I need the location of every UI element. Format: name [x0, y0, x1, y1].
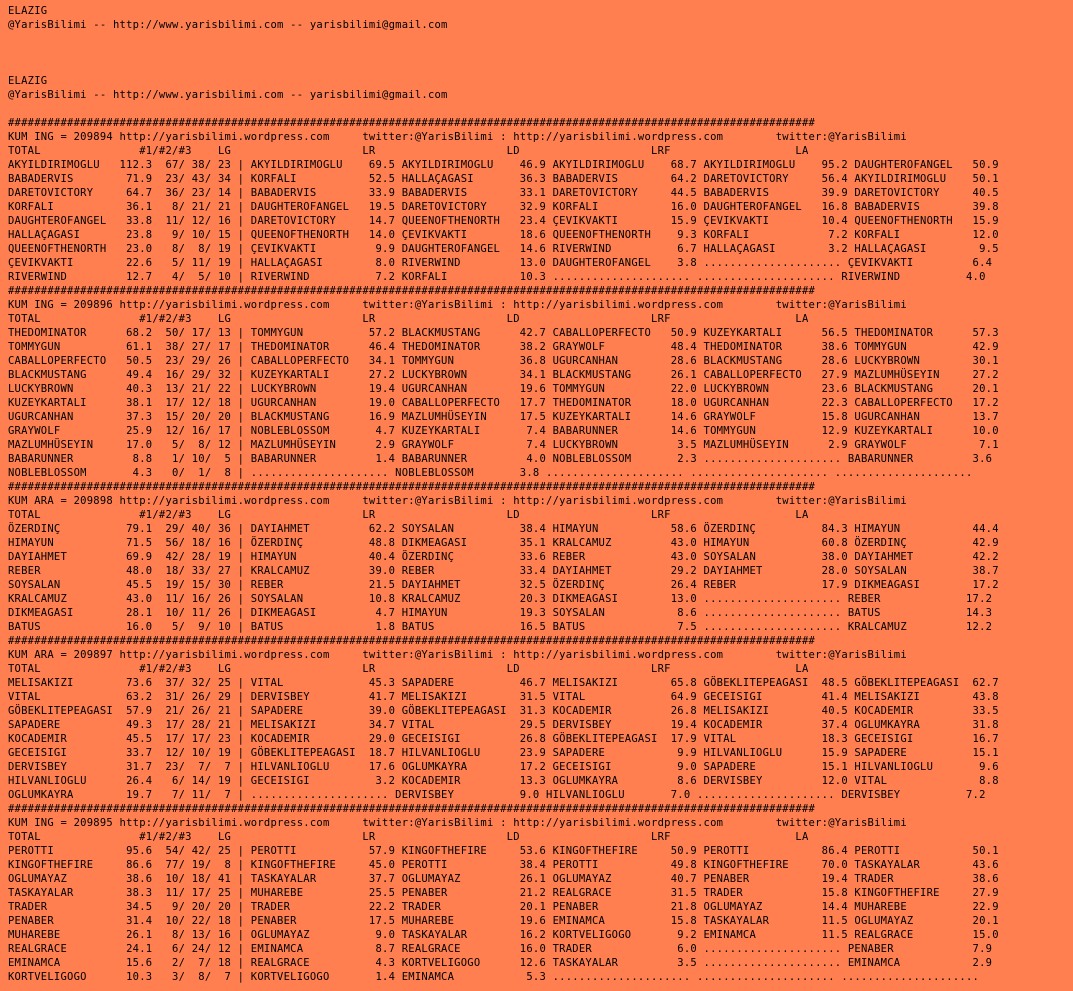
report-line: TOTAL #1/#2/#3 LG LR LD LRF LA — [8, 831, 809, 843]
report-line: MAZLUMHÜSEYIN 17.0 5/ 8/ 12 | MAZLUMHÜSEYIN 2.9 GRAYWOLF 7.4 LUCKYBROWN 3.5 MAZLUMHÜSEYIN 2.9 GRAYWOLF 7.1 — [8, 439, 999, 451]
report-line: @YarisBilimi -- http://www.yarisbilimi.com -- yarisbilimi@gmail.com — [8, 19, 448, 31]
report-line: EMINAMCA 15.6 2/ 7/ 18 | REALGRACE 4.3 KORTVELIGOGO 12.6 TASKAYALAR 3.5 ..................... EMINAMCA 2.9 — [8, 957, 993, 969]
report-line: HILVANLIOGLU 26.4 6/ 14/ 19 | GECEISIGI 3.2 KOCADEMIR 13.3 OGLUMKAYRA 8.6 DERVISBEY 12.0 VITAL 8.8 — [8, 775, 999, 787]
report-line: KINGOFTHEFIRE 86.6 77/ 19/ 8 | KINGOFTHEFIRE 45.0 PEROTTI 38.4 PEROTTI 49.8 KINGOFTHEFIRE 70.0 TASKAYALAR 43.6 — [8, 859, 999, 871]
report-line: KUM ING = 209894 http://yarisbilimi.wordpress.com twitter:@YarisBilimi : http://yarisbilimi.wordpress.com twitter:@YarisBilimi — [8, 131, 907, 143]
report-line: BATUS 16.0 5/ 9/ 10 | BATUS 1.8 BATUS 16.5 BATUS 7.5 ..................... KRALCAMUZ 12.2 — [8, 621, 993, 633]
report-line: ELAZIG — [8, 5, 48, 17]
report-line: KORTVELIGOGO 10.3 3/ 8/ 7 | KORTVELIGOGO 1.4 EMINAMCA 5.3 ..................... ..................... ..................... — [8, 971, 980, 983]
report-line: KUZEYKARTALI 38.1 17/ 12/ 18 | UGURCANHAN 19.0 CABALLOPERFECTO 17.7 THEDOMINATOR 18.0 UGURCANHAN 22.3 CABALLOPERFECTO 17.2 — [8, 397, 999, 409]
report-line: KOCADEMIR 45.5 17/ 17/ 23 | KOCADEMIR 29.0 GECEISIGI 26.8 GÖBEKLITEPEAGASI 17.9 VITAL 18.3 GECEISIGI 16.7 — [8, 733, 999, 745]
report-line: OGLUMAYAZ 38.6 10/ 18/ 41 | TASKAYALAR 37.7 OGLUMAYAZ 26.1 OGLUMAYAZ 40.7 PENABER 19.4 TRADER 38.6 — [8, 873, 999, 885]
report-line: HALLAÇAGASI 23.8 9/ 10/ 15 | QUEENOFTHENORTH 14.0 ÇEVIKVAKTI 18.6 QUEENOFTHENORTH 9.3 KORFALI 7.2 KORFALI 12.0 — [8, 229, 999, 241]
report-line: KUM ING = 209895 http://yarisbilimi.wordpress.com twitter:@YarisBilimi : http://yarisbilimi.wordpress.com twitter:@YarisBilimi — [8, 817, 907, 829]
report-line — [8, 60, 1073, 74]
report-line: LUCKYBROWN 40.3 13/ 21/ 22 | LUCKYBROWN 19.4 UGURCANHAN 19.6 TOMMYGUN 22.0 LUCKYBROWN 23.6 BLACKMUSTANG 20.1 — [8, 383, 999, 395]
report-line: THEDOMINATOR 68.2 50/ 17/ 13 | TOMMYGUN 57.2 BLACKMUSTANG 42.7 CABALLOPERFECTO 50.9 KUZEYKARTALI 56.5 THEDOMINATOR 57.3 — [8, 327, 999, 339]
report-line — [8, 32, 1073, 46]
report-line: ÇEVIKVAKTI 22.6 5/ 11/ 19 | HALLAÇAGASI 8.0 RIVERWIND 13.0 DAUGHTEROFANGEL 3.8 ..................... ÇEVIKVAKTI 6.4 — [8, 257, 993, 269]
report-line: KUM ARA = 209898 http://yarisbilimi.wordpress.com twitter:@YarisBilimi : http://yarisbilimi.wordpress.com twitter:@YarisBilimi — [8, 495, 907, 507]
report-line: ÖZERDINÇ 79.1 29/ 40/ 36 | DAYIAHMET 62.2 SOYSALAN 38.4 HIMAYUN 58.6 ÖZERDINÇ 84.3 HIMAYUN 44.4 — [8, 523, 999, 535]
report-line: ########################################################################################################################### — [8, 481, 816, 493]
report-line: TRADER 34.5 9/ 20/ 20 | TRADER 22.2 TRADER 20.1 PENABER 21.8 OGLUMAYAZ 14.4 MUHAREBE 22.9 — [8, 901, 999, 913]
report-line: TOTAL #1/#2/#3 LG LR LD LRF LA — [8, 663, 809, 675]
report-line: DAUGHTEROFANGEL 33.8 11/ 12/ 16 | DARETOVICTORY 14.7 QUEENOFTHENORTH 23.4 ÇEVIKVAKTI 15.9 ÇEVIKVAKTI 10.4 QUEENOFTHENORTH 15.9 — [8, 215, 999, 227]
report-line: ########################################################################################################################### — [8, 635, 816, 647]
report-line: REBER 48.0 18/ 33/ 27 | KRALCAMUZ 39.0 REBER 33.4 DAYIAHMET 29.2 DAYIAHMET 28.0 SOYSALAN 38.7 — [8, 565, 999, 577]
report-line: RIVERWIND 12.7 4/ 5/ 10 | RIVERWIND 7.2 KORFALI 10.3 ..................... ..................... RIVERWIND 4.0 — [8, 271, 986, 283]
report-line: DERVISBEY 31.7 23/ 7/ 7 | HILVANLIOGLU 17.6 OGLUMKAYRA 17.2 GECEISIGI 9.0 SAPADERE 15.1 HILVANLIOGLU 9.6 — [8, 761, 999, 773]
report-line: CABALLOPERFECTO 50.5 23/ 29/ 26 | CABALLOPERFECTO 34.1 TOMMYGUN 36.8 UGURCANHAN 28.6 BLACKMUSTANG 28.6 LUCKYBROWN 30.1 — [8, 355, 999, 367]
report-line: SOYSALAN 45.5 19/ 15/ 30 | REBER 21.5 DAYIAHMET 32.5 ÖZERDINÇ 26.4 REBER 17.9 DIKMEAGASI 17.2 — [8, 579, 999, 591]
report-line: MUHAREBE 26.1 8/ 13/ 16 | OGLUMAYAZ 9.0 TASKAYALAR 16.2 KORTVELIGOGO 9.2 EMINAMCA 11.5 REALGRACE 15.0 — [8, 929, 999, 941]
report-line: PEROTTI 95.6 54/ 42/ 25 | PEROTTI 57.9 KINGOFTHEFIRE 53.6 KINGOFTHEFIRE 50.9 PEROTTI 86.4 PEROTTI 50.1 — [8, 845, 999, 857]
report-line — [8, 102, 1073, 116]
report-line — [8, 46, 1073, 60]
report-line: VITAL 63.2 31/ 26/ 29 | DERVISBEY 41.7 MELISAKIZI 31.5 VITAL 64.9 GECEISIGI 41.4 MELISAKIZI 43.8 — [8, 691, 999, 703]
report-line: REALGRACE 24.1 6/ 24/ 12 | EMINAMCA 8.7 REALGRACE 16.0 TRADER 6.0 ..................... PENABER 7.9 — [8, 943, 993, 955]
report-line: SAPADERE 49.3 17/ 28/ 21 | MELISAKIZI 34.7 VITAL 29.5 DERVISBEY 19.4 KOCADEMIR 37.4 OGLUMKAYRA 31.8 — [8, 719, 999, 731]
report-line: BABARUNNER 8.8 1/ 10/ 5 | BABARUNNER 1.4 BABARUNNER 4.0 NOBLEBLOSSOM 2.3 ..................... BABARUNNER 3.6 — [8, 453, 993, 465]
report-line: QUEENOFTHENORTH 23.0 8/ 8/ 19 | ÇEVIKVAKTI 9.9 DAUGHTEROFANGEL 14.6 RIVERWIND 6.7 HALLAÇAGASI 3.2 HALLAÇAGASI 9.5 — [8, 243, 999, 255]
report-line: ########################################################################################################################### — [8, 803, 816, 815]
report-line: PENABER 31.4 10/ 22/ 18 | PENABER 17.5 MUHAREBE 19.6 EMINAMCA 15.8 TASKAYALAR 11.5 OGLUMAYAZ 20.1 — [8, 915, 999, 927]
report-line: BABADERVIS 71.9 23/ 43/ 34 | KORFALI 52.5 HALLAÇAGASI 36.3 BABADERVIS 64.2 DARETOVICTORY 56.4 AKYILDIRIMOGLU 50.1 — [8, 173, 999, 185]
report-line: KORFALI 36.1 8/ 21/ 21 | DAUGHTEROFANGEL 19.5 DARETOVICTORY 32.9 KORFALI 16.0 DAUGHTEROFANGEL 16.8 BABADERVIS 39.8 — [8, 201, 999, 213]
report-line: TOTAL #1/#2/#3 LG LR LD LRF LA — [8, 145, 809, 157]
report-line: KRALCAMUZ 43.0 11/ 16/ 26 | SOYSALAN 10.8 KRALCAMUZ 20.3 DIKMEAGASI 13.0 ..................... REBER 17.2 — [8, 593, 993, 605]
report-line: TOMMYGUN 61.1 38/ 27/ 17 | THEDOMINATOR 46.4 THEDOMINATOR 38.2 GRAYWOLF 48.4 THEDOMINATOR 38.6 TOMMYGUN 42.9 — [8, 341, 999, 353]
report-line: NOBLEBLOSSOM 4.3 0/ 1/ 8 | ..................... NOBLEBLOSSOM 3.8 ..................... ..................... ..................... — [8, 467, 973, 479]
report-line: TASKAYALAR 38.3 11/ 17/ 25 | MUHAREBE 25.5 PENABER 21.2 REALGRACE 31.5 TRADER 15.8 KINGOFTHEFIRE 27.9 — [8, 887, 999, 899]
report-line: GECEISIGI 33.7 12/ 10/ 19 | GÖBEKLITEPEAGASI 18.7 HILVANLIOGLU 23.9 SAPADERE 9.9 HILVANLIOGLU 15.9 SAPADERE 15.1 — [8, 747, 999, 759]
report-line: GÖBEKLITEPEAGASI 57.9 21/ 26/ 21 | SAPADERE 39.0 GÖBEKLITEPEAGASI 31.3 KOCADEMIR 26.8 MELISAKIZI 40.5 KOCADEMIR 33.5 — [8, 705, 999, 717]
report-line: ELAZIG — [8, 75, 48, 87]
report-line: DARETOVICTORY 64.7 36/ 23/ 14 | BABADERVIS 33.9 BABADERVIS 33.1 DARETOVICTORY 44.5 BABADERVIS 39.9 DARETOVICTORY 40.5 — [8, 187, 999, 199]
report-line: TOTAL #1/#2/#3 LG LR LD LRF LA — [8, 313, 809, 325]
report-line: ########################################################################################################################### — [8, 117, 816, 129]
report-line: DIKMEAGASI 28.1 10/ 11/ 26 | DIKMEAGASI 4.7 HIMAYUN 19.3 SOYSALAN 8.6 ..................... BATUS 14.3 — [8, 607, 993, 619]
report-line: TOTAL #1/#2/#3 LG LR LD LRF LA — [8, 509, 809, 521]
report-line: GRAYWOLF 25.9 12/ 16/ 17 | NOBLEBLOSSOM 4.7 KUZEYKARTALI 7.4 BABARUNNER 14.6 TOMMYGUN 12.9 KUZEYKARTALI 10.0 — [8, 425, 999, 437]
report-line: ########################################################################################################################### — [8, 285, 816, 297]
report-line: AKYILDIRIMOGLU 112.3 67/ 38/ 23 | AKYILDIRIMOGLU 69.5 AKYILDIRIMOGLU 46.9 AKYILDIRIMOGLU 68.7 AKYILDIRIMOGLU 95.2 DAUGHTEROFANGEL 50.9 — [8, 159, 999, 171]
report-line: @YarisBilimi -- http://www.yarisbilimi.com -- yarisbilimi@gmail.com — [8, 89, 448, 101]
report-line: KUM ING = 209896 http://yarisbilimi.wordpress.com twitter:@YarisBilimi : http://yarisbilimi.wordpress.com twitter:@YarisBilimi — [8, 299, 907, 311]
report-line: OGLUMKAYRA 19.7 7/ 11/ 7 | ..................... DERVISBEY 9.0 HILVANLIOGLU 7.0 ..................... DERVISBEY 7.2 — [8, 789, 986, 801]
report-line: BLACKMUSTANG 49.4 16/ 29/ 32 | KUZEYKARTALI 27.2 LUCKYBROWN 34.1 BLACKMUSTANG 26.1 CABALLOPERFECTO 27.9 MAZLUMHÜSEYIN 27.2 — [8, 369, 999, 381]
report-line: DAYIAHMET 69.9 42/ 28/ 19 | HIMAYUN 40.4 ÖZERDINÇ 33.6 REBER 43.0 SOYSALAN 38.0 DAYIAHMET 42.2 — [8, 551, 999, 563]
report-line: MELISAKIZI 73.6 37/ 32/ 25 | VITAL 45.3 SAPADERE 46.7 MELISAKIZI 65.8 GÖBEKLITEPEAGASI 48.5 GÖBEKLITEPEAGASI 62.7 — [8, 677, 999, 689]
report-line: HIMAYUN 71.5 56/ 18/ 16 | ÖZERDINÇ 48.8 DIKMEAGASI 35.1 KRALCAMUZ 43.0 HIMAYUN 60.8 ÖZERDINÇ 42.9 — [8, 537, 999, 549]
report-line: UGURCANHAN 37.3 15/ 20/ 20 | BLACKMUSTANG 16.9 MAZLUMHÜSEYIN 17.5 KUZEYKARTALI 14.6 GRAYWOLF 15.8 UGURCANHAN 13.7 — [8, 411, 999, 423]
report-line: KUM ARA = 209897 http://yarisbilimi.wordpress.com twitter:@YarisBilimi : http://yarisbilimi.wordpress.com twitter:@YarisBilimi — [8, 649, 907, 661]
